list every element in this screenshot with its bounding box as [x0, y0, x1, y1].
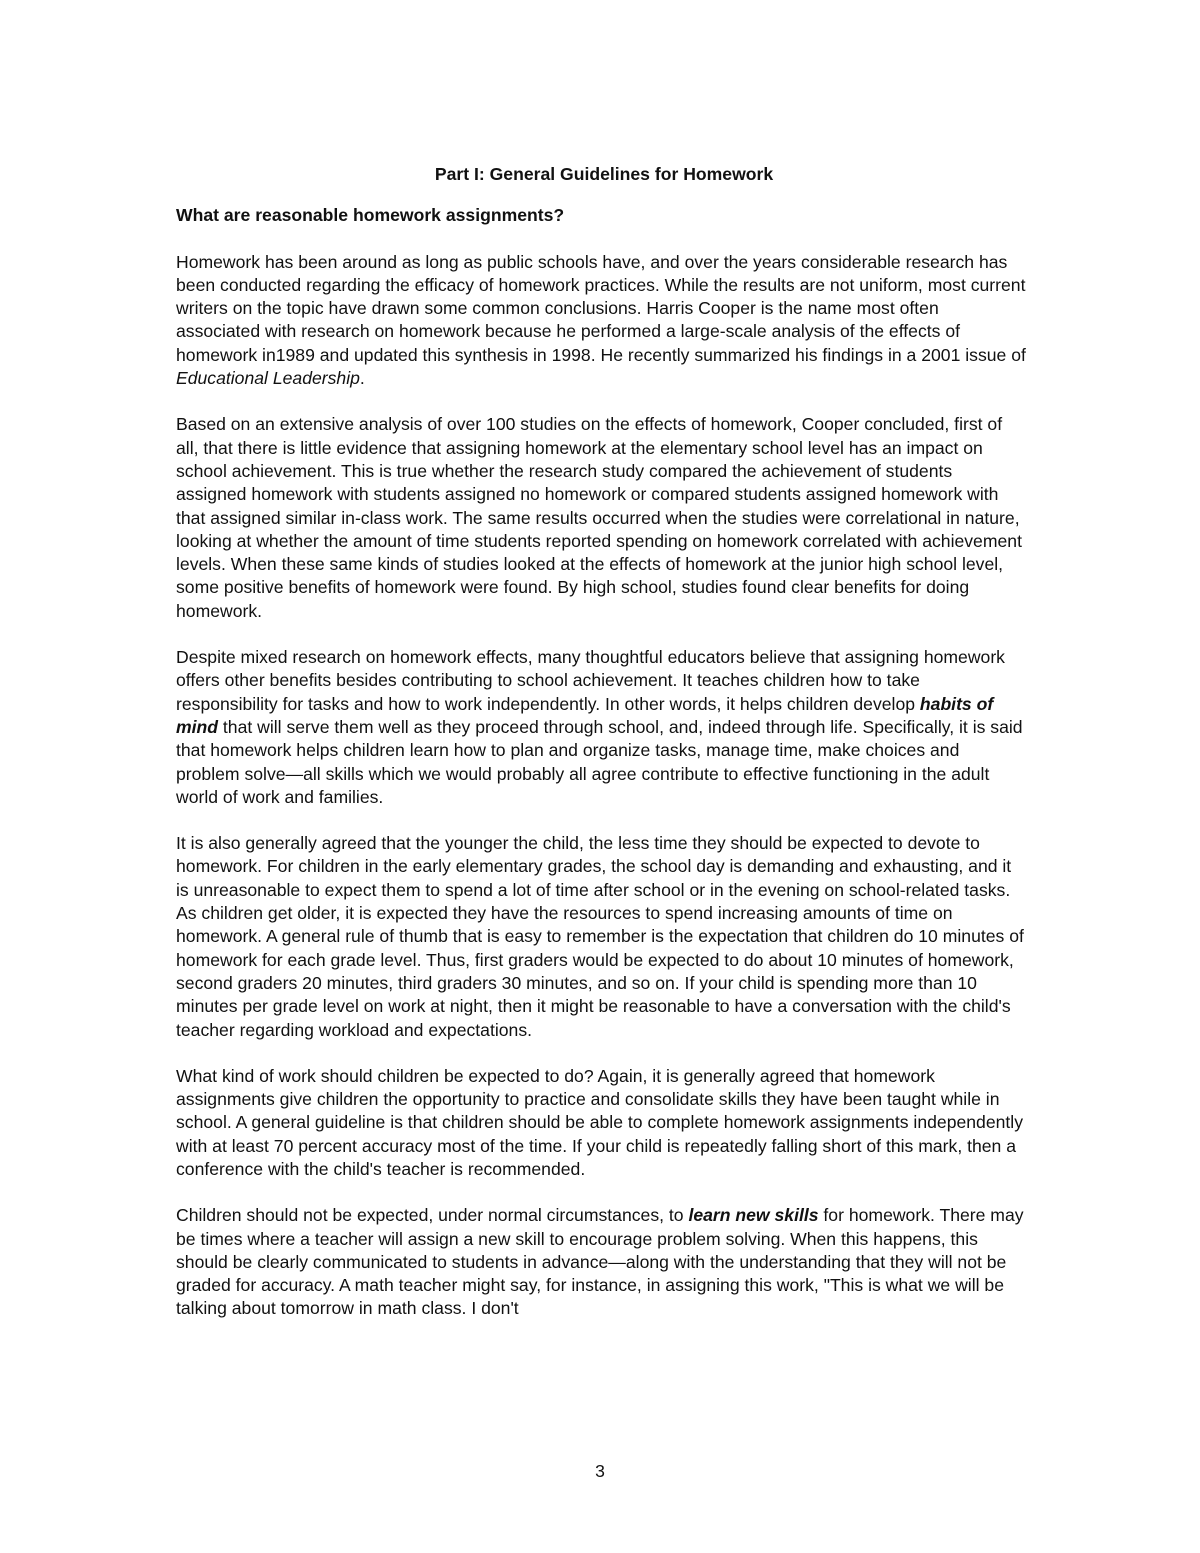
paragraph-3-before: Despite mixed research on homework effects, many thoughtful educators believe that assigning homework offers other benefits besides contributing to school achievement. It teaches children how to take responsibility for tasks and how to work independently. In other words, it helps children develop	[176, 647, 1005, 714]
paragraph-6	[176, 1204, 1026, 1320]
journal-title-emphasis: Educational Leadership	[176, 368, 360, 389]
section-title: Part I: General Guidelines for Homework	[434, 164, 774, 184]
paragraph-3	[176, 646, 1026, 809]
paragraph-1	[176, 251, 1026, 391]
section-question-heading: What are reasonable homework assignments?	[176, 205, 565, 226]
paragraph-4: It is also generally agreed that the younger the child, the less time they should be expected to devote to homework. For children in the early elementary grades, the school day is demanding and exhausting, and it is unreasonable to expect them to spend a lot of time after school or in the evening on school-related tasks. As children get older, it is expected they have the resources to spend increasing amounts of time on homework. A general rule of thumb that is easy to remember is the expectation that children do 10 minutes of homework for each grade level. Thus, first graders would be expected to do about 10 minutes of homework, second graders 20 minutes, third graders 30 minutes, and so on. If your child is spending more than 10 minutes per grade level on work at night, then it might be reasonable to have a conversation with the child's teacher regarding workload and expectations.	[176, 833, 1024, 1040]
page-content	[176, 163, 1026, 1321]
paragraph-5: What kind of work should children be expected to do? Again, it is generally agreed that homework assignments give children the opportunity to practice and consolidate skills they have been taught while in school. A general guideline is that children should be able to complete homework assignments independently with at least 70 percent accuracy most of the time. If your child is repeatedly falling short of this mark, then a conference with the child's teacher is recommended.	[176, 1065, 1023, 1179]
page-number: 3	[595, 1461, 605, 1481]
paragraph-6-after: for homework. There may be times where a teacher will assign a new skill to encourage problem solving. When this happens, this should be clearly communicated to students in advance—along with the understanding that they will not be graded for accuracy. A math teacher might say, for instance, in assigning this work, "This is what we will be talking about tomorrow in math class. I don't	[176, 1205, 1024, 1319]
paragraph-6-before: Children should not be expected, under normal circumstances, to	[176, 1205, 689, 1226]
habits-of-mind-emphasis: habits of mind	[176, 693, 994, 737]
learn-new-skills-emphasis: learn new skills	[688, 1205, 819, 1226]
paragraph-3-after: that will serve them well as they proceed through school, and, indeed through life. Specifically, it is said that homework helps children learn how to plan and organize tasks, manage time, make choices and problem solve—all skills which we would probably all agree contribute to effective functioning in the adult world of work and families.	[176, 716, 1023, 807]
paragraph-2: Based on an extensive analysis of over 100 studies on the effects of homework, Cooper concluded, first of all, that there is little evidence that assigning homework at the elementary school level has an impact on school achievement. This is true whether the research study compared the achievement of students assigned homework with students assigned no homework or compared students assigned homework with that assigned similar in-class work. The same results occurred when the studies were correlational in nature, looking at whether the amount of time students reported spending on homework correlated with achievement levels. When these same kinds of studies looked at the effects of homework at the junior high school level, some positive benefits of homework were found. By high school, studies found clear benefits for doing homework.	[176, 414, 1022, 621]
paragraph-1-tail: .	[359, 368, 365, 389]
paragraph-1-text: Homework has been around as long as public schools have, and over the years considerable research has been conducted regarding the efficacy of homework practices. While the results are not uniform, most current writers on the topic have drawn some common conclusions. Harris Cooper is the name most often associated with research on homework because he performed a large-scale analysis of the effects of homework in1989 and updated this synthesis in 1998. He recently summarized his findings in a 2001 issue of	[176, 251, 1026, 365]
